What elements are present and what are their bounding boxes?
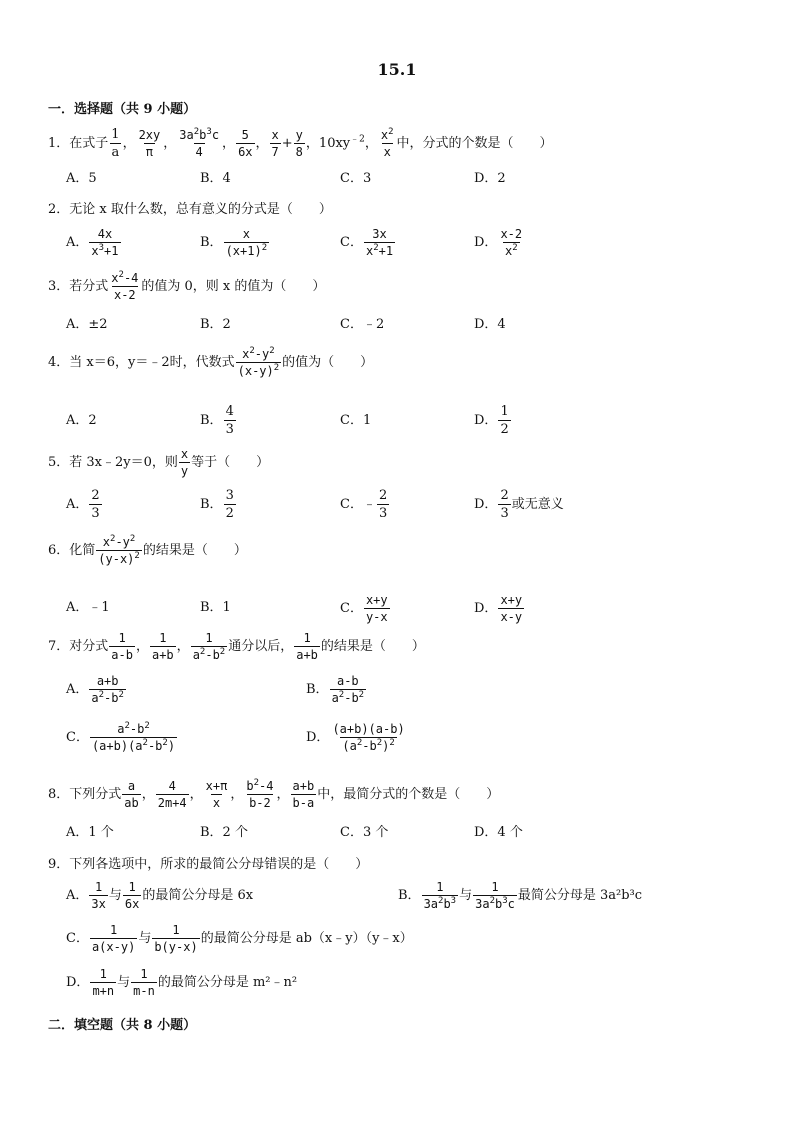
option-b: B． $\frac{a-b}{a^2-b^2}$ bbox=[306, 674, 365, 705]
fraction: $\frac{1}{2}$ bbox=[500, 404, 509, 437]
fraction: $\frac{4x}{x^3+1}$ bbox=[91, 227, 119, 258]
option-d: D． $\frac{x+y}{x-y}$ bbox=[474, 593, 523, 624]
option-a: A． $\frac{4x}{x^3+1}$ bbox=[66, 227, 119, 258]
fraction: $\frac{a^2-b^2}{(a+b)(a^2-b^2)}$ bbox=[91, 721, 176, 753]
option-b: B．2 个 bbox=[200, 825, 248, 840]
question-9: 9．下列各选项中，所求的最简公分母错误的是（ ） bbox=[48, 857, 369, 872]
fraction: $\frac{2}{3}$ bbox=[378, 488, 388, 521]
section-heading-choice: 一．选择题（共 9 小题） bbox=[48, 102, 197, 117]
option-b: B．2 bbox=[200, 317, 231, 332]
fraction: $\frac{1}{6x}$ bbox=[124, 880, 140, 911]
question-1-tail: 中，分式的个数是（ ） bbox=[396, 136, 553, 151]
fraction: $\frac{x^2-4}{x-2}$ bbox=[111, 270, 139, 302]
option-d: D． $\frac{x-2}{x^2}$ bbox=[474, 227, 523, 258]
option-a: A．﹣1 bbox=[66, 600, 110, 615]
fraction: $\frac{a+b}{b-a}$ bbox=[292, 779, 315, 810]
fraction: $\frac{x}{y}$ bbox=[180, 447, 189, 478]
fraction: $\frac{1}{m-n}$ bbox=[133, 967, 155, 998]
fraction: $\frac{4}{3}$ bbox=[225, 404, 234, 437]
option-a: A．2 bbox=[66, 413, 97, 428]
option-c: C．3 bbox=[340, 171, 372, 186]
fraction: $\frac{5}{6x}$ bbox=[238, 128, 253, 159]
fraction: $\frac{3x}{x^2+1}$ bbox=[365, 227, 394, 258]
option-c: C． $\frac{x+y}{y-x}$ bbox=[340, 593, 388, 624]
fraction: $\frac{2xy}{\pi}$ bbox=[138, 128, 161, 159]
fraction: $\frac{x}{7}$ bbox=[271, 128, 279, 159]
fraction: $\frac{1}{b(y-x)}$ bbox=[154, 923, 198, 954]
fraction: $\frac{a-b}{a^2-b^2}$ bbox=[331, 674, 365, 705]
page-title: 15.1 bbox=[377, 60, 417, 79]
option-d: D． $\frac{1}{m+n}$ 与 $\frac{1}{m-n}$ 的最简公分母是 m²﹣n² bbox=[66, 967, 298, 998]
option-d: D．4 个 bbox=[474, 825, 523, 840]
fraction: $\frac{1}{a}$ bbox=[111, 127, 120, 160]
question-3: 3．若分式 $\frac{x^2-4}{x-2}$ 的值为 0，则 x 的值为（ ） bbox=[48, 270, 326, 302]
option-d: D． $\frac{2}{3}$ 或无意义 bbox=[474, 488, 564, 521]
option-a: A． $\frac{1}{3x}$ 与 $\frac{1}{6x}$ 的最简公分母是 6x bbox=[66, 880, 254, 911]
option-c: C．﹣ $\frac{2}{3}$ bbox=[340, 488, 388, 521]
fraction: $\frac{a}{ab}$ bbox=[124, 779, 139, 810]
fraction: $\frac{1}{a+b}$ bbox=[151, 631, 174, 662]
option-a: A．±2 bbox=[66, 317, 108, 332]
option-b: B． $\frac{1}{3a^2b^3}$ 与 $\frac{1}{3a^2b^3c}$ 最简公分母是 3a²b³c bbox=[398, 880, 643, 911]
fraction: $\frac{1}{3a^2b^3}$ bbox=[423, 880, 457, 911]
fraction: $\frac{1}{a^2-b^2}$ bbox=[192, 631, 226, 662]
option-d: D．2 bbox=[474, 171, 506, 186]
fraction: $\frac{1}{a+b}$ bbox=[296, 631, 318, 662]
option-b: B．4 bbox=[200, 171, 231, 186]
fraction: $\frac{x}{(x+1)^2}$ bbox=[225, 227, 268, 258]
fraction: $\frac{x^2-y^2}{(x-y)^2}$ bbox=[237, 346, 280, 378]
fraction: $\frac{2}{3}$ bbox=[500, 488, 509, 521]
option-d: D．4 bbox=[474, 317, 506, 332]
fraction: $\frac{1}{3x}$ bbox=[91, 880, 106, 911]
option-a: A．1 个 bbox=[66, 825, 114, 840]
question-1-stem: 1．在式子 bbox=[48, 136, 109, 151]
option-c: C． $\frac{1}{a(x-y)}$ 与 $\frac{1}{b(y-x)}$ 的最简公分母是 ab（x﹣y）（y﹣x） bbox=[66, 923, 413, 954]
fraction: $\frac{b^2-4}{b-2}$ bbox=[246, 778, 274, 810]
option-c: C．3 个 bbox=[340, 825, 389, 840]
fraction: $\frac{1}{3a^2b^3c}$ bbox=[475, 880, 515, 911]
option-c: C． $\frac{3x}{x^2+1}$ bbox=[340, 227, 394, 258]
option-a: A．5 bbox=[66, 171, 97, 186]
question-4: 4．当 x＝6，y＝﹣2时，代数式 $\frac{x^2-y^2}{(x-y)^2}$ 的值为（ ） bbox=[48, 346, 374, 378]
question-5: 5．若 3x﹣2y＝0，则 $\frac{x}{y}$ 等于（ ） bbox=[48, 447, 270, 478]
fraction: $\frac{x-2}{x^2}$ bbox=[500, 227, 523, 258]
question-7: 7．对分式 $\frac{1}{a-b}$ ， $\frac{1}{a+b}$ ， $\frac{1}{a^2-b^2}$ 通分以后， $\frac{1}{a+b}$ 的结果是（ ） bbox=[48, 631, 425, 662]
fraction: $\frac{x+y}{x-y}$ bbox=[500, 593, 523, 624]
fraction: $\frac{1}{m+n}$ bbox=[92, 967, 115, 998]
option-b: B． $\frac{x}{(x+1)^2}$ bbox=[200, 227, 268, 258]
question-2: 2．无论 x 取什么数，总有意义的分式是（ ） bbox=[48, 202, 332, 217]
option-c: C． $\frac{a^2-b^2}{(a+b)(a^2-b^2)}$ bbox=[66, 721, 176, 753]
fraction: $\frac{y}{8}$ bbox=[295, 128, 303, 159]
fraction: $\frac{(a+b)(a-b)}{(a^2-b^2)^2}$ bbox=[332, 722, 405, 753]
question-8: 8．下列分式 $\frac{a}{ab}$ ， $\frac{4}{2m+4}$ ， $\frac{x+\pi}{x}$ ， $\frac{b^2-4}{b-2}$ ， $\frac{a+b}{b-a}$ 中，最简分式的个数是（ ） bbox=[48, 778, 500, 810]
option-a: A． $\frac{a+b}{a^2-b^2}$ bbox=[66, 674, 124, 705]
option-a: A． $\frac{2}{3}$ bbox=[66, 488, 100, 521]
fraction: $\frac{x^2}{x}$ bbox=[380, 127, 394, 159]
fraction: $\frac{1}{a(x-y)}$ bbox=[91, 923, 136, 954]
fraction: $\frac{2}{3}$ bbox=[91, 488, 100, 521]
option-b: B．1 bbox=[200, 600, 231, 615]
term-power: $10xy^{﹣2}$ bbox=[318, 134, 365, 151]
fraction: $\frac{3}{2}$ bbox=[225, 488, 234, 521]
option-d: D． $\frac{(a+b)(a-b)}{(a^2-b^2)^2}$ bbox=[306, 722, 405, 753]
option-c: C．1 bbox=[340, 413, 372, 428]
option-b: B． $\frac{4}{3}$ bbox=[200, 404, 234, 437]
question-6: 6．化简 $\frac{x^2-y^2}{(y-x)^2}$ 的结果是（ ） bbox=[48, 534, 247, 566]
fraction: $\frac{3a^2b^3c}{4}$ bbox=[179, 127, 220, 159]
option-d: D． $\frac{1}{2}$ bbox=[474, 404, 509, 437]
option-c: C．﹣2 bbox=[340, 317, 385, 332]
fraction: $\frac{4}{2m+4}$ bbox=[157, 779, 187, 810]
fraction: $\frac{x+\pi}{x}$ bbox=[205, 779, 228, 810]
option-b: B． $\frac{3}{2}$ bbox=[200, 488, 234, 521]
fraction: $\frac{a+b}{a^2-b^2}$ bbox=[91, 674, 124, 705]
question-1: 1．在式子 $\frac{1}{a}$ ， $\frac{2xy}{\pi}$ ， $\frac{3a^2b^3c}{4}$ ， $\frac{5}{6x}$ ， $\frac{x}{7}$ + $\frac{y}{8}$ ， $10xy^{﹣2}$ ， $\frac{x^2}{x}$ 中，分式的个数是（ ） bbox=[48, 127, 553, 160]
fraction: $\frac{x+y}{y-x}$ bbox=[365, 593, 388, 624]
fraction: $\frac{1}{a-b}$ bbox=[111, 631, 133, 662]
fraction: $\frac{x^2-y^2}{(y-x)^2}$ bbox=[98, 534, 140, 566]
section-heading-fill: 二．填空题（共 8 小题） bbox=[48, 1018, 197, 1033]
